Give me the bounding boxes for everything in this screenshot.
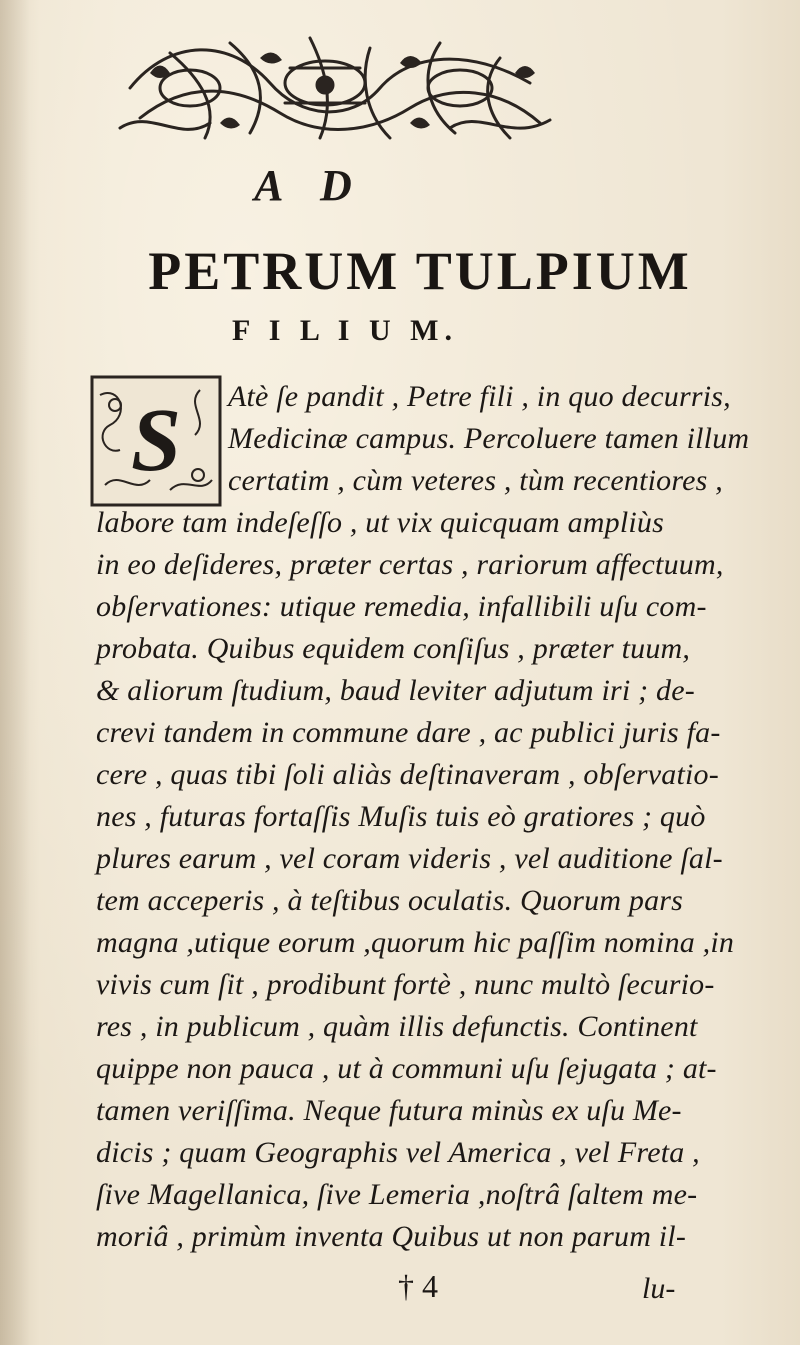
text-line: plures earum , vel coram videris , vel auditione ſal- xyxy=(96,842,723,875)
text-line: nes , futuras fortaſſis Muſis tuis eò gratiores ; quò xyxy=(96,800,706,833)
text-line: ſive Magellanica, ſive Lemeria ,noſtrâ ſaltem me- xyxy=(96,1178,698,1211)
text-line: cere , quas tibi ſoli aliàs deſtinaveram , obſervatio- xyxy=(96,758,719,791)
signature-mark: † 4 xyxy=(398,1268,438,1304)
text-line: & aliorum ſtudium, baud leviter adjutum iri ; de- xyxy=(96,674,695,707)
text-line: quippe non pauca , ut à communi uſu ſejugata ; at- xyxy=(96,1052,717,1085)
text-line: crevi tandem in commune dare , ac publici juris fa- xyxy=(96,716,721,749)
initial-letter: S xyxy=(130,391,182,490)
text-line: Atè ſe pandit , Petre fili , in quo decurris, xyxy=(228,380,731,413)
text-line: moriâ , primùm inventa Quibus ut non parum il- xyxy=(96,1220,687,1253)
text-line: probata. Quibus equidem conſiſus , prӕter tuum, xyxy=(96,632,691,665)
text-line: res , in publicum , quàm illis defunctis. Continent xyxy=(96,1010,698,1043)
catchword: lu- xyxy=(642,1272,676,1305)
text-line: in eo deſideres, prӕter certas , rariorum affectuum, xyxy=(96,548,724,581)
text-line: tem acceperis , à teſtibus oculatis. Quorum pars xyxy=(96,884,684,917)
text-line: obſervationes: utique remedia, infallibili uſu com- xyxy=(96,590,707,623)
text-line: magna ,utique eorum ,quorum hic paſſim nomina ,in xyxy=(96,926,735,959)
text-line: dicis ; quam Geographis vel America , vel Freta , xyxy=(96,1136,700,1169)
text-line: Medicinæ campus. Percoluere tamen illum xyxy=(228,422,750,455)
text-line: vivis cum ſit , prodibunt fortè , nunc multò ſecurio- xyxy=(96,968,715,1001)
text-line: labore tam indeſeſſo , ut vix quicquam ampliùs xyxy=(96,506,665,539)
dedication-subtitle: F I L I U M. xyxy=(232,314,458,347)
text-line: tamen veriſſima. Neque futura minùs ex uſu Me- xyxy=(96,1094,682,1127)
addressee-line: A D xyxy=(254,161,366,210)
dedication-title: PETRUM TULPIUM xyxy=(148,241,692,301)
text-line: certatim , cùm veteres , tùm recentiores , xyxy=(228,464,723,497)
